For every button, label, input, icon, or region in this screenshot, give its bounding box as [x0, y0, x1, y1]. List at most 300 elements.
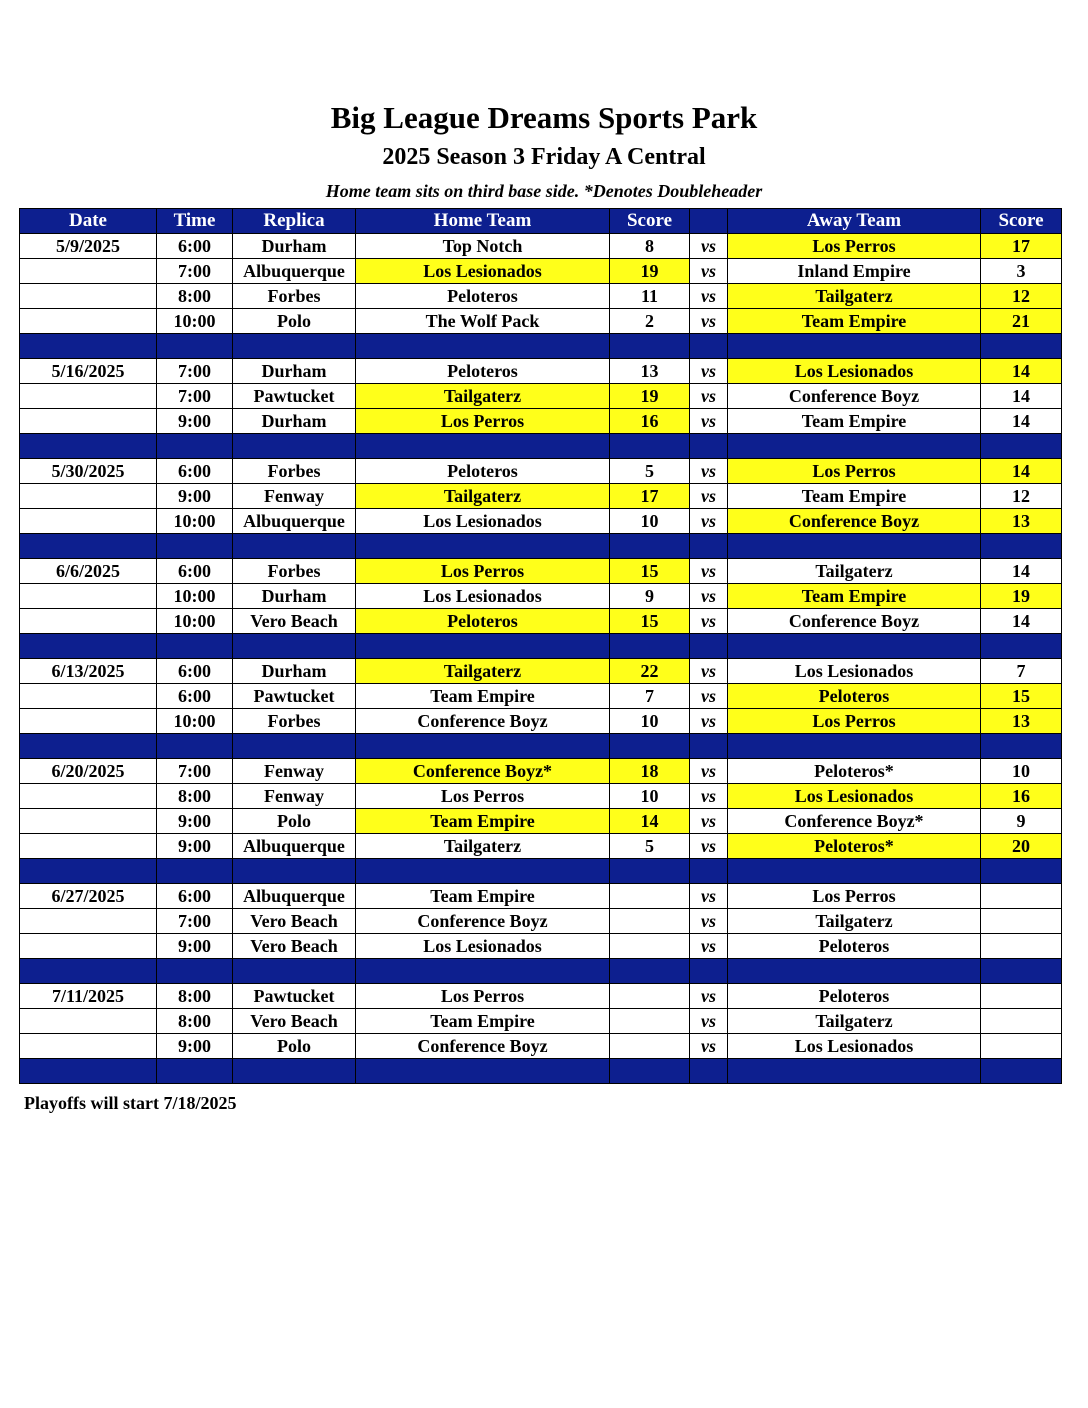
home-score-cell: 7	[610, 684, 690, 709]
home-team-cell: Los Perros	[356, 559, 610, 584]
home-score-cell: 13	[610, 359, 690, 384]
home-score-cell	[610, 1009, 690, 1034]
separator-cell	[20, 334, 157, 359]
away-team-cell: Los Perros	[728, 884, 981, 909]
replica-cell: Forbes	[233, 709, 356, 734]
separator-cell	[356, 634, 610, 659]
time-cell: 8:00	[157, 1009, 233, 1034]
away-score-cell: 15	[981, 684, 1062, 709]
away-team-cell: Los Lesionados	[728, 784, 981, 809]
time-cell: 7:00	[157, 359, 233, 384]
separator-cell	[981, 434, 1062, 459]
separator-cell	[690, 1059, 728, 1084]
away-score-cell: 13	[981, 509, 1062, 534]
vs-cell: vs	[690, 384, 728, 409]
home-team-cell: Tailgaterz	[356, 659, 610, 684]
date-cell: 6/6/2025	[20, 559, 157, 584]
date-cell: 5/9/2025	[20, 234, 157, 259]
away-score-cell: 9	[981, 809, 1062, 834]
header-vs	[690, 209, 728, 234]
home-team-cell: Los Lesionados	[356, 259, 610, 284]
week-separator-row	[20, 634, 1062, 659]
home-score-cell: 18	[610, 759, 690, 784]
time-cell: 8:00	[157, 784, 233, 809]
vs-cell: vs	[690, 684, 728, 709]
separator-cell	[356, 534, 610, 559]
home-team-cell: The Wolf Pack	[356, 309, 610, 334]
game-row	[20, 484, 1062, 509]
game-row	[20, 659, 1062, 684]
home-team-cell: Top Notch	[356, 234, 610, 259]
game-row	[20, 459, 1062, 484]
week-separator-row	[20, 859, 1062, 884]
game-row	[20, 384, 1062, 409]
header-date: Date	[20, 209, 157, 234]
date-cell	[20, 934, 157, 959]
home-team-cell: Los Lesionados	[356, 509, 610, 534]
vs-cell: vs	[690, 259, 728, 284]
home-team-cell: Tailgaterz	[356, 834, 610, 859]
separator-cell	[233, 959, 356, 984]
separator-cell	[610, 734, 690, 759]
replica-cell: Durham	[233, 409, 356, 434]
home-team-cell: Los Lesionados	[356, 584, 610, 609]
game-row	[20, 559, 1062, 584]
header-row	[20, 209, 1062, 234]
time-cell: 10:00	[157, 509, 233, 534]
replica-cell: Forbes	[233, 559, 356, 584]
home-score-cell: 5	[610, 459, 690, 484]
game-row	[20, 984, 1062, 1009]
home-team-cell: Peloteros	[356, 284, 610, 309]
home-score-cell: 10	[610, 509, 690, 534]
separator-cell	[690, 959, 728, 984]
home-score-cell	[610, 884, 690, 909]
home-score-cell: 10	[610, 784, 690, 809]
away-score-cell: 14	[981, 384, 1062, 409]
header-away-team: Away Team	[728, 209, 981, 234]
away-team-cell: Conference Boyz	[728, 609, 981, 634]
replica-cell: Albuquerque	[233, 834, 356, 859]
game-row	[20, 684, 1062, 709]
away-team-cell: Conference Boyz	[728, 384, 981, 409]
replica-cell: Polo	[233, 809, 356, 834]
time-cell: 10:00	[157, 309, 233, 334]
home-score-cell: 14	[610, 809, 690, 834]
away-team-cell: Peloteros	[728, 984, 981, 1009]
vs-cell: vs	[690, 309, 728, 334]
vs-cell: vs	[690, 934, 728, 959]
schedule-table	[19, 208, 1062, 1084]
separator-cell	[20, 534, 157, 559]
home-score-cell: 8	[610, 234, 690, 259]
away-team-cell: Los Lesionados	[728, 1034, 981, 1059]
separator-cell	[356, 434, 610, 459]
vs-cell: vs	[690, 784, 728, 809]
separator-cell	[356, 734, 610, 759]
vs-cell: vs	[690, 459, 728, 484]
date-cell	[20, 1009, 157, 1034]
replica-cell: Forbes	[233, 284, 356, 309]
home-score-cell: 16	[610, 409, 690, 434]
replica-cell: Vero Beach	[233, 1009, 356, 1034]
home-score-cell: 19	[610, 384, 690, 409]
separator-cell	[157, 634, 233, 659]
game-row	[20, 284, 1062, 309]
separator-cell	[690, 534, 728, 559]
vs-cell: vs	[690, 284, 728, 309]
separator-cell	[981, 959, 1062, 984]
home-score-cell: 22	[610, 659, 690, 684]
vs-cell: vs	[690, 609, 728, 634]
date-cell: 6/13/2025	[20, 659, 157, 684]
date-cell	[20, 484, 157, 509]
date-cell: 6/20/2025	[20, 759, 157, 784]
time-cell: 7:00	[157, 384, 233, 409]
time-cell: 9:00	[157, 409, 233, 434]
replica-cell: Pawtucket	[233, 984, 356, 1009]
vs-cell: vs	[690, 884, 728, 909]
separator-cell	[728, 959, 981, 984]
home-team-cell: Conference Boyz	[356, 709, 610, 734]
separator-cell	[20, 434, 157, 459]
date-cell	[20, 609, 157, 634]
game-row	[20, 809, 1062, 834]
home-team-cell: Los Perros	[356, 784, 610, 809]
home-score-cell: 5	[610, 834, 690, 859]
away-score-cell	[981, 909, 1062, 934]
home-team-cell: Los Perros	[356, 409, 610, 434]
week-separator-row	[20, 959, 1062, 984]
replica-cell: Pawtucket	[233, 384, 356, 409]
separator-cell	[981, 334, 1062, 359]
date-cell	[20, 784, 157, 809]
away-score-cell	[981, 984, 1062, 1009]
game-row	[20, 409, 1062, 434]
away-score-cell	[981, 884, 1062, 909]
separator-cell	[233, 1059, 356, 1084]
home-team-cell: Tailgaterz	[356, 384, 610, 409]
away-team-cell: Tailgaterz	[728, 284, 981, 309]
home-team-cell: Team Empire	[356, 884, 610, 909]
separator-cell	[610, 959, 690, 984]
separator-cell	[728, 1059, 981, 1084]
week-separator-row	[20, 734, 1062, 759]
home-score-cell: 10	[610, 709, 690, 734]
game-row	[20, 359, 1062, 384]
date-cell	[20, 834, 157, 859]
away-team-cell: Team Empire	[728, 484, 981, 509]
time-cell: 8:00	[157, 284, 233, 309]
time-cell: 6:00	[157, 559, 233, 584]
date-cell	[20, 284, 157, 309]
home-score-cell: 19	[610, 259, 690, 284]
home-score-cell: 15	[610, 559, 690, 584]
replica-cell: Durham	[233, 234, 356, 259]
replica-cell: Durham	[233, 359, 356, 384]
away-team-cell: Los Lesionados	[728, 359, 981, 384]
date-cell	[20, 409, 157, 434]
separator-cell	[20, 1059, 157, 1084]
away-score-cell: 10	[981, 759, 1062, 784]
away-team-cell: Los Perros	[728, 709, 981, 734]
separator-cell	[981, 734, 1062, 759]
game-row	[20, 234, 1062, 259]
separator-cell	[157, 1059, 233, 1084]
replica-cell: Durham	[233, 584, 356, 609]
away-team-cell: Peloteros*	[728, 834, 981, 859]
game-row	[20, 1009, 1062, 1034]
replica-cell: Vero Beach	[233, 934, 356, 959]
game-row	[20, 834, 1062, 859]
time-cell: 9:00	[157, 1034, 233, 1059]
separator-cell	[157, 734, 233, 759]
home-team-cell: Conference Boyz*	[356, 759, 610, 784]
vs-cell: vs	[690, 359, 728, 384]
time-cell: 9:00	[157, 934, 233, 959]
home-score-cell	[610, 909, 690, 934]
away-score-cell	[981, 1034, 1062, 1059]
page-title: Big League Dreams Sports Park	[330, 100, 758, 135]
away-score-cell	[981, 1009, 1062, 1034]
home-score-cell	[610, 934, 690, 959]
separator-cell	[728, 859, 981, 884]
vs-cell: vs	[690, 759, 728, 784]
vs-cell: vs	[690, 909, 728, 934]
separator-cell	[20, 959, 157, 984]
separator-cell	[981, 534, 1062, 559]
date-cell	[20, 584, 157, 609]
playoffs-note: Playoffs will start 7/18/2025	[24, 1093, 237, 1113]
vs-cell: vs	[690, 234, 728, 259]
away-team-cell: Tailgaterz	[728, 559, 981, 584]
away-team-cell: Peloteros	[728, 684, 981, 709]
away-score-cell: 12	[981, 284, 1062, 309]
separator-cell	[20, 859, 157, 884]
game-row	[20, 709, 1062, 734]
date-cell	[20, 909, 157, 934]
header-time: Time	[157, 209, 233, 234]
game-row	[20, 309, 1062, 334]
time-cell: 6:00	[157, 459, 233, 484]
home-team-cell: Los Perros	[356, 984, 610, 1009]
time-cell: 8:00	[157, 984, 233, 1009]
schedule-body	[20, 234, 1062, 1084]
separator-cell	[356, 959, 610, 984]
away-team-cell: Los Perros	[728, 234, 981, 259]
game-row	[20, 934, 1062, 959]
vs-cell: vs	[690, 409, 728, 434]
away-score-cell: 21	[981, 309, 1062, 334]
vs-cell: vs	[690, 659, 728, 684]
separator-cell	[690, 634, 728, 659]
away-score-cell: 14	[981, 609, 1062, 634]
replica-cell: Fenway	[233, 784, 356, 809]
date-cell	[20, 309, 157, 334]
away-team-cell: Tailgaterz	[728, 909, 981, 934]
date-cell: 5/16/2025	[20, 359, 157, 384]
replica-cell: Albuquerque	[233, 509, 356, 534]
separator-cell	[233, 634, 356, 659]
game-row	[20, 509, 1062, 534]
replica-cell: Forbes	[233, 459, 356, 484]
separator-cell	[610, 859, 690, 884]
replica-cell: Fenway	[233, 759, 356, 784]
away-score-cell: 19	[981, 584, 1062, 609]
replica-cell: Albuquerque	[233, 884, 356, 909]
separator-cell	[728, 334, 981, 359]
away-team-cell: Los Perros	[728, 459, 981, 484]
game-row	[20, 759, 1062, 784]
page-subtitle: 2025 Season 3 Friday A Central	[382, 144, 706, 170]
separator-cell	[690, 334, 728, 359]
separator-cell	[728, 434, 981, 459]
separator-cell	[610, 434, 690, 459]
header-away-score: Score	[981, 209, 1062, 234]
home-team-cell: Team Empire	[356, 809, 610, 834]
away-score-cell: 14	[981, 409, 1062, 434]
away-team-cell: Peloteros	[728, 934, 981, 959]
separator-cell	[690, 859, 728, 884]
away-team-cell: Los Lesionados	[728, 659, 981, 684]
date-cell	[20, 809, 157, 834]
time-cell: 9:00	[157, 834, 233, 859]
away-score-cell: 12	[981, 484, 1062, 509]
home-score-cell: 11	[610, 284, 690, 309]
vs-cell: vs	[690, 709, 728, 734]
week-separator-row	[20, 434, 1062, 459]
week-separator-row	[20, 334, 1062, 359]
away-team-cell: Team Empire	[728, 584, 981, 609]
home-team-cell: Peloteros	[356, 359, 610, 384]
game-row	[20, 584, 1062, 609]
away-team-cell: Tailgaterz	[728, 1009, 981, 1034]
vs-cell: vs	[690, 809, 728, 834]
separator-cell	[233, 534, 356, 559]
separator-cell	[157, 859, 233, 884]
away-team-cell: Peloteros*	[728, 759, 981, 784]
home-score-cell: 17	[610, 484, 690, 509]
vs-cell: vs	[690, 484, 728, 509]
away-score-cell: 16	[981, 784, 1062, 809]
date-cell: 5/30/2025	[20, 459, 157, 484]
replica-cell: Pawtucket	[233, 684, 356, 709]
date-cell	[20, 684, 157, 709]
home-team-cell: Peloteros	[356, 609, 610, 634]
separator-cell	[981, 634, 1062, 659]
header-replica: Replica	[233, 209, 356, 234]
separator-cell	[690, 434, 728, 459]
vs-cell: vs	[690, 559, 728, 584]
replica-cell: Polo	[233, 1034, 356, 1059]
date-cell	[20, 709, 157, 734]
separator-cell	[356, 334, 610, 359]
week-separator-row	[20, 534, 1062, 559]
date-cell	[20, 509, 157, 534]
game-row	[20, 609, 1062, 634]
time-cell: 7:00	[157, 909, 233, 934]
away-score-cell: 20	[981, 834, 1062, 859]
game-row	[20, 1034, 1062, 1059]
separator-cell	[981, 1059, 1062, 1084]
home-team-cell: Conference Boyz	[356, 909, 610, 934]
vs-cell: vs	[690, 834, 728, 859]
home-score-cell	[610, 1034, 690, 1059]
time-cell: 10:00	[157, 709, 233, 734]
home-team-cell: Peloteros	[356, 459, 610, 484]
away-team-cell: Team Empire	[728, 409, 981, 434]
away-score-cell: 7	[981, 659, 1062, 684]
home-team-cell: Los Lesionados	[356, 934, 610, 959]
separator-cell	[356, 1059, 610, 1084]
separator-cell	[690, 734, 728, 759]
away-team-cell: Conference Boyz	[728, 509, 981, 534]
home-score-cell: 15	[610, 609, 690, 634]
replica-cell: Fenway	[233, 484, 356, 509]
time-cell: 6:00	[157, 884, 233, 909]
separator-cell	[233, 734, 356, 759]
home-team-cell: Team Empire	[356, 1009, 610, 1034]
game-row	[20, 259, 1062, 284]
separator-cell	[20, 634, 157, 659]
separator-cell	[233, 859, 356, 884]
date-cell: 7/11/2025	[20, 984, 157, 1009]
replica-cell: Durham	[233, 659, 356, 684]
away-score-cell	[981, 934, 1062, 959]
vs-cell: vs	[690, 1034, 728, 1059]
separator-cell	[981, 859, 1062, 884]
separator-cell	[157, 959, 233, 984]
time-cell: 10:00	[157, 609, 233, 634]
separator-cell	[610, 634, 690, 659]
time-cell: 6:00	[157, 234, 233, 259]
date-cell	[20, 1034, 157, 1059]
replica-cell: Polo	[233, 309, 356, 334]
away-score-cell: 14	[981, 459, 1062, 484]
game-row	[20, 884, 1062, 909]
separator-cell	[157, 334, 233, 359]
away-score-cell: 14	[981, 559, 1062, 584]
game-row	[20, 909, 1062, 934]
time-cell: 6:00	[157, 684, 233, 709]
date-cell: 6/27/2025	[20, 884, 157, 909]
header-home-score: Score	[610, 209, 690, 234]
separator-cell	[20, 734, 157, 759]
date-cell	[20, 259, 157, 284]
separator-cell	[157, 434, 233, 459]
home-team-cell: Tailgaterz	[356, 484, 610, 509]
separator-cell	[233, 434, 356, 459]
home-score-cell: 2	[610, 309, 690, 334]
home-score-cell	[610, 984, 690, 1009]
away-team-cell: Inland Empire	[728, 259, 981, 284]
time-cell: 6:00	[157, 659, 233, 684]
header-home-team: Home Team	[356, 209, 610, 234]
time-cell: 7:00	[157, 259, 233, 284]
home-team-cell: Conference Boyz	[356, 1034, 610, 1059]
time-cell: 7:00	[157, 759, 233, 784]
home-score-cell: 9	[610, 584, 690, 609]
separator-cell	[610, 334, 690, 359]
vs-cell: vs	[690, 509, 728, 534]
replica-cell: Albuquerque	[233, 259, 356, 284]
separator-cell	[233, 334, 356, 359]
separator-cell	[356, 859, 610, 884]
replica-cell: Vero Beach	[233, 909, 356, 934]
separator-cell	[728, 534, 981, 559]
separator-cell	[610, 1059, 690, 1084]
away-score-cell: 3	[981, 259, 1062, 284]
